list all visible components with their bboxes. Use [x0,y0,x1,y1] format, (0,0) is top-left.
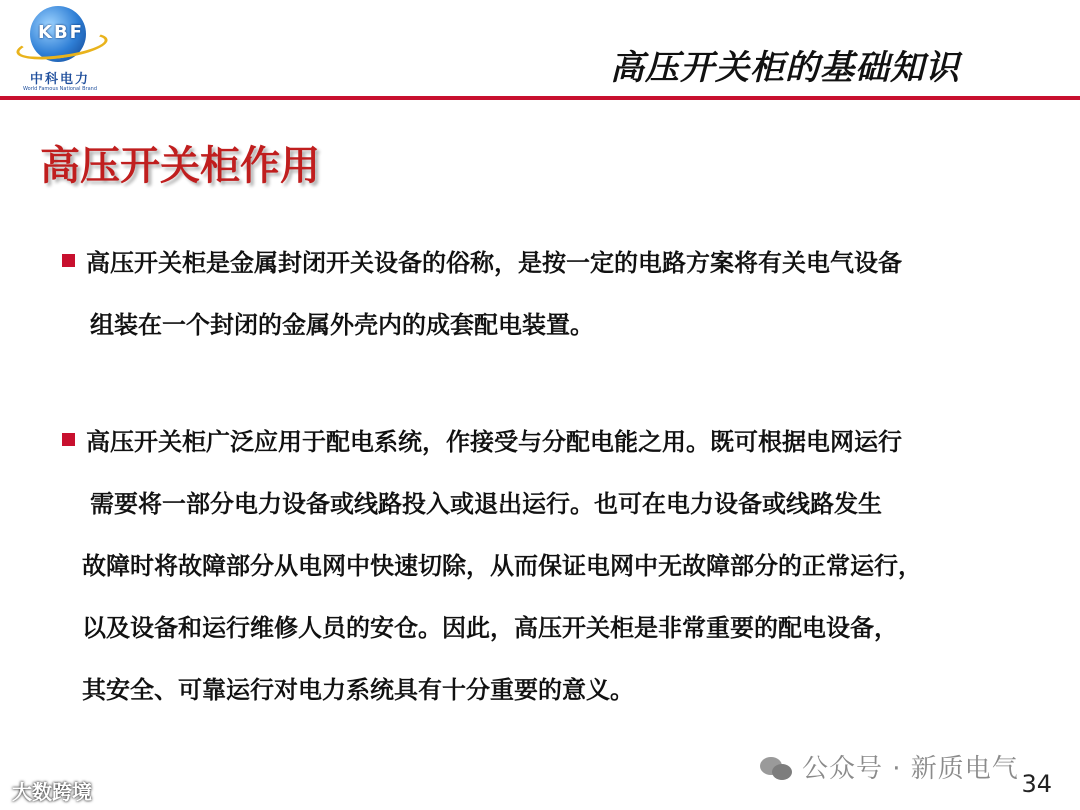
corner-logo: 大数跨境 [12,780,92,804]
logo-mark: KBF [38,22,84,43]
logo-chinese-name: 中科电力 [29,72,90,87]
paragraph-line: 组装在一个封闭的金属外壳内的成套配电装置。 [90,311,594,339]
slide-content [62,232,1042,721]
page-number: 34 [1021,770,1052,798]
paragraph-line: 需要将一部分电力设备或线路投入或退出运行。也可在电力设备或线路发生 [90,490,882,518]
section-title: 高压开关柜作用 [40,143,320,189]
paragraph-line: 高压开关柜广泛应用于配电系统，作接受与分配电能之用。既可根据电网运行 [86,428,902,456]
paragraph-line: 以及设备和运行维修人员的安仓。因此，高压开关柜是非常重要的配电设备， [82,614,898,642]
wechat-icon [760,755,794,781]
company-logo [8,6,108,96]
paragraph-line: 高压开关柜是金属封闭开关设备的俗称，是按一定的电路方案将有关电气设备 [86,249,902,277]
account-watermark [760,748,1019,785]
bullet-paragraph [62,411,1042,721]
watermark-text: 公众号 · 新质电气 [802,754,1019,784]
slide-header-title: 高压开关柜的基础知识 [610,48,960,88]
bullet-paragraph [62,232,1042,356]
square-bullet-icon [62,433,75,446]
header-divider [0,96,1080,100]
paragraph-line: 故障时将故障部分从电网中快速切除，从而保证电网中无故障部分的正常运行， [82,552,922,580]
logo-english-tagline: World Famous National Brand [22,86,97,92]
paragraph-line: 其安全、可靠运行对电力系统具有十分重要的意义。 [82,676,634,704]
square-bullet-icon [62,254,75,267]
